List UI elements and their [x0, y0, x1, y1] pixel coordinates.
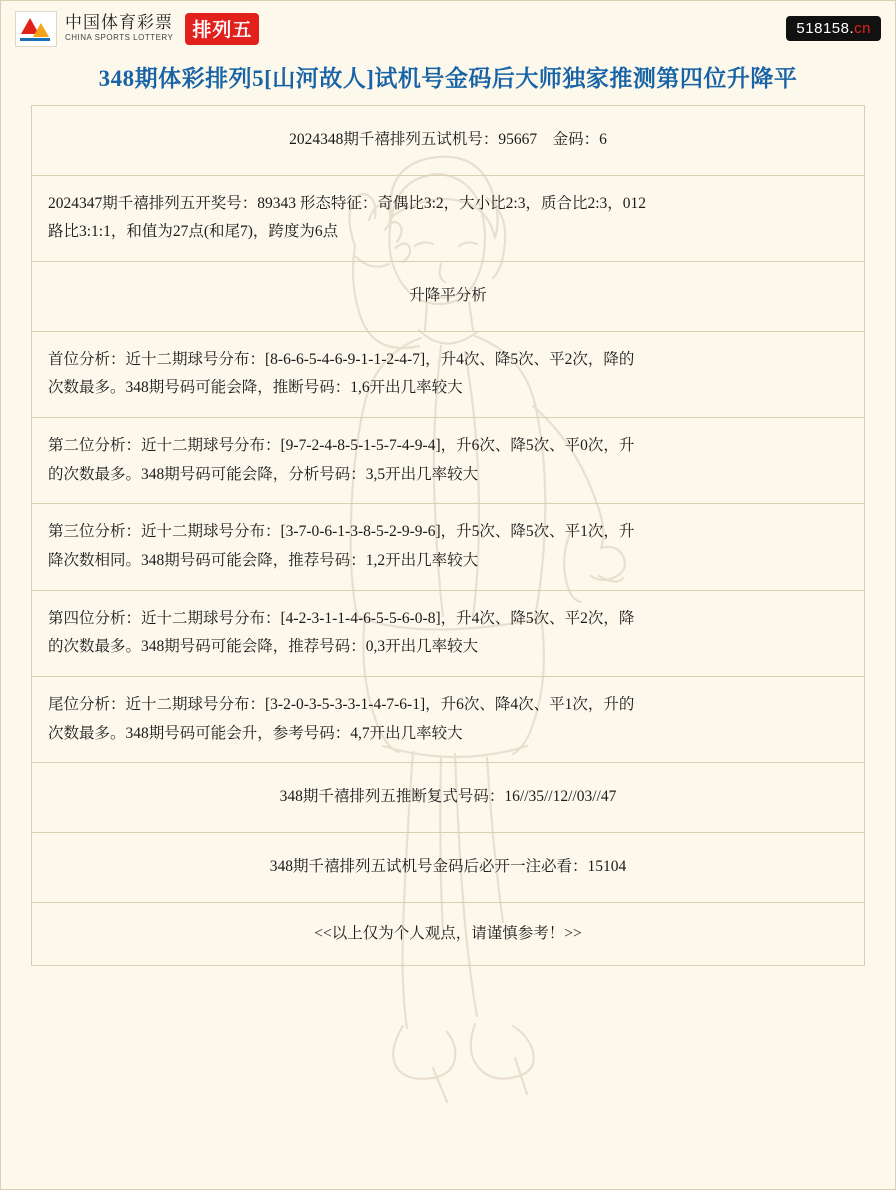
- last-digit-analysis-row: [31, 676, 865, 762]
- must-see-row: [31, 832, 865, 902]
- must-see-text: 348期千禧排列五试机号金码后必开一注必看：15104: [269, 858, 627, 876]
- test-number-row: [31, 105, 865, 175]
- third-digit-line-1: 第三位分析：近十二期球号分布：[3-7-0-6-1-3-8-5-2-9-9-6]，升5次、降5次、平1次，升: [48, 523, 635, 541]
- third-digit-analysis-row: [31, 503, 865, 589]
- section-title-text: 升降平分析: [409, 287, 487, 305]
- fourth-digit-line-1: 第四位分析：近十二期球号分布：[4-2-3-1-1-4-6-5-5-6-0-8]，升4次、降5次、平2次，降: [48, 609, 635, 627]
- site-header: [1, 1, 895, 56]
- last-digit-line-1: 尾位分析：近十二期球号分布：[3-2-0-3-5-3-3-1-4-7-6-1]，升6次、降4次、平1次，升的: [48, 696, 635, 714]
- disclaimer-text: <<以上仅为个人观点，请谨慎参考！>>: [314, 924, 582, 942]
- analysis-table: [31, 105, 865, 966]
- sports-lottery-logo-icon: [15, 11, 57, 47]
- site-url-text: 518158.: [796, 20, 855, 37]
- second-digit-line-1: 第二位分析：近十二期球号分布：[9-7-2-4-8-5-1-5-7-4-9-4]，升6次、降5次、平0次，升: [48, 437, 635, 455]
- third-digit-line-2: 降次数相同。348期号码可能会降，推荐号码：1,2开出几率较大: [48, 552, 479, 570]
- brand-name-en: CHINA SPORTS LOTTERY: [65, 33, 174, 43]
- first-digit-line-1: 首位分析：近十二期球号分布：[8-6-6-5-4-6-9-1-1-2-4-7]，升4次、降5次、平2次，降的: [48, 350, 635, 368]
- compound-number-row: [31, 762, 865, 832]
- first-digit-analysis-row: [31, 331, 865, 417]
- second-digit-analysis-row: [31, 417, 865, 503]
- compound-number-text: 348期千禧排列五推断复式号码：16//35//12//03//47: [279, 788, 617, 806]
- page-title: 348期体彩排列5[山河故人]试机号金码后大师独家推测第四位升降平: [98, 66, 798, 91]
- fourth-digit-line-2: 的次数最多。348期号码可能会降，推荐号码：0,3开出几率较大: [48, 638, 479, 656]
- brand-text: [65, 14, 173, 42]
- first-digit-line-2: 次数最多。348期号码可能会降，推断号码：1,6开出几率较大: [48, 379, 463, 397]
- previous-draw-line-2: 路比3:1:1，和值为27点(和尾7)，跨度为6点: [48, 223, 339, 241]
- brand: [15, 11, 259, 47]
- last-digit-line-2: 次数最多。348期号码可能会升，参考号码：4,7开出几率较大: [48, 724, 463, 742]
- previous-draw-row: [31, 175, 865, 261]
- disclaimer-row: [31, 902, 865, 967]
- fourth-digit-analysis-row: [31, 590, 865, 676]
- second-digit-line-2: 的次数最多。348期号码可能会降，分析号码：3,5开出几率较大: [48, 465, 479, 483]
- section-title-row: [31, 261, 865, 331]
- brand-name-cn: 中国体育彩票: [65, 13, 173, 33]
- brand-badge: 排列五: [185, 13, 259, 45]
- test-number-text: 2024348期千禧排列五试机号：95667 金码：6: [289, 131, 607, 148]
- site-url-suffix: cn: [854, 20, 871, 37]
- site-url-badge: [786, 16, 881, 41]
- previous-draw-line-1: 2024347期千禧排列五开奖号：89343 形态特征：奇偶比3:2，大小比2:3，质合比2:3，012: [48, 194, 647, 212]
